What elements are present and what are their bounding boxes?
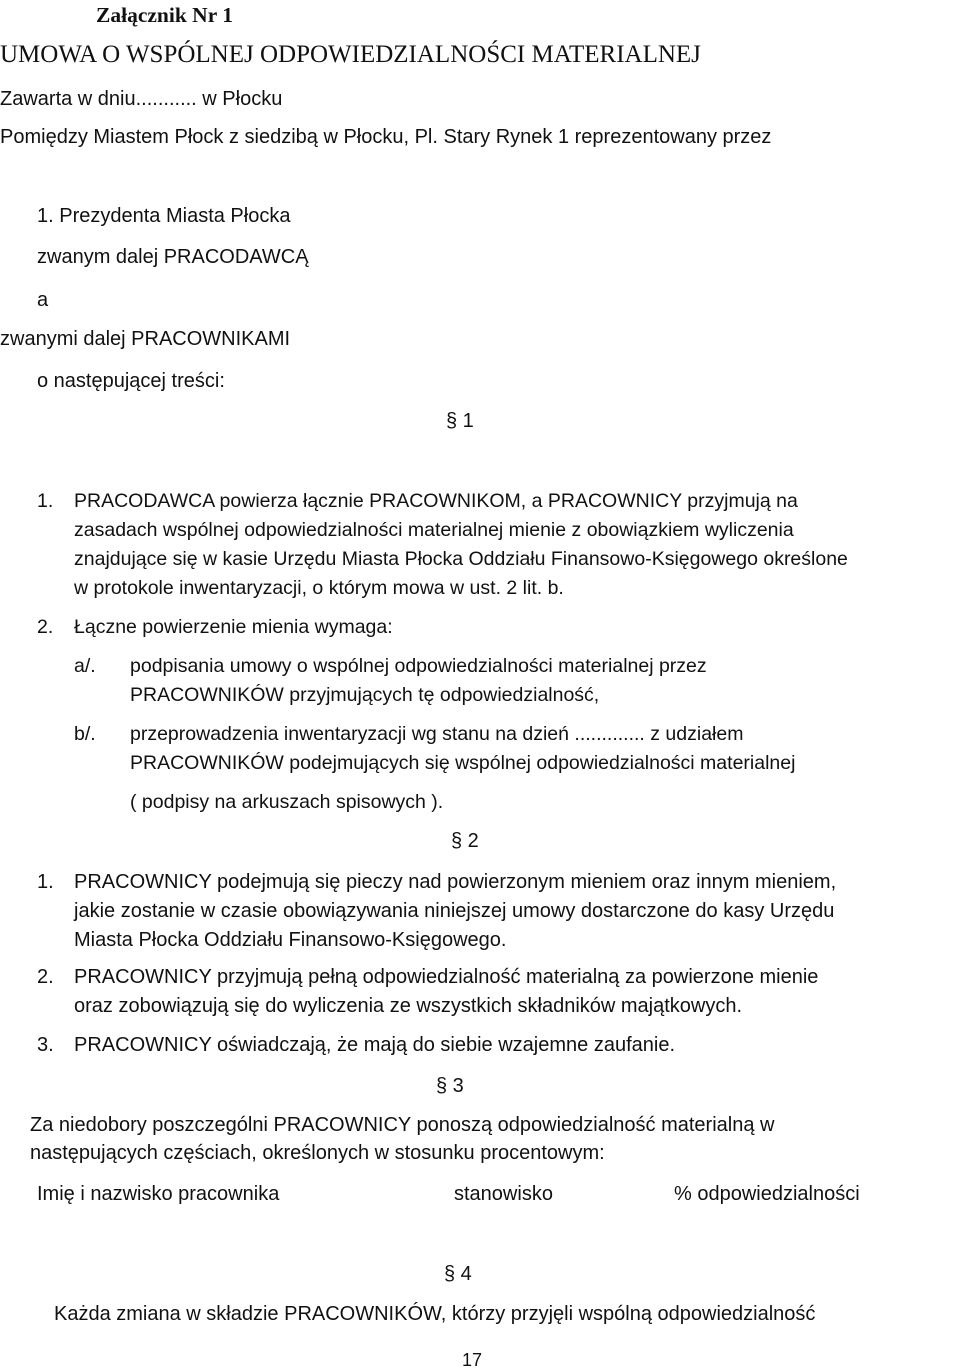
employees-called-line: zwanymi dalej PRACOWNIKAMI (0, 328, 291, 350)
page-number: 17 (462, 1350, 483, 1370)
s1-sub-b-line1: przeprowadzenia inwentaryzacji wg stanu na dzień ............. z udziałem (130, 723, 744, 745)
s2-item2-line1: PRACOWNICY przyjmują pełną odpowiedzialność materialną za powierzone mienie (74, 966, 819, 988)
s2-item1-line3: Miasta Płocka Oddziału Finansowo-Księgowego. (74, 929, 507, 951)
s3-line2: następujących częściach, określonych w stosunku procentowym: (30, 1142, 605, 1164)
employer-called-line: zwanym dalej PRACODAWCĄ (37, 246, 309, 268)
s4-line1: Każda zmiana w składzie PRACOWNIKÓW, którzy przyjęli wspólną odpowiedzialność (54, 1303, 816, 1325)
table-header-responsibility: % odpowiedzialności (674, 1183, 860, 1205)
s2-item1-line2: jakie zostanie w czasie obowiązywania niniejszej umowy dostarczone do kasy Urzędu (74, 900, 835, 922)
s2-item1-number: 1. (37, 871, 54, 893)
s1-item2-text: Łączne powierzenie mienia wymaga: (74, 616, 393, 638)
s1-item2-number: 2. (37, 616, 54, 638)
section-2-heading: § 2 (451, 830, 479, 852)
concluded-line: Zawarta w dniu........... w Płocku (0, 88, 283, 110)
s1-sub-b-line2: PRACOWNIKÓW podejmujących się wspólnej odpowiedzialności materialnej (130, 752, 796, 774)
parties-line: Pomiędzy Miastem Płock z siedzibą w Płocku, Pl. Stary Rynek 1 reprezentowany przez (0, 126, 772, 148)
table-header-name: Imię i nazwisko pracownika (37, 1183, 280, 1205)
s1-item1-line1: PRACODAWCA powierza łącznie PRACOWNIKOM, a PRACOWNICY przyjmują na (74, 490, 798, 512)
s1-sub-a-line1: podpisania umowy o wspólnej odpowiedzialności materialnej przez (130, 655, 707, 677)
section-3-heading: § 3 (436, 1075, 464, 1097)
attachment-label: Załącznik Nr 1 (96, 3, 233, 27)
s1-sub-a-line2: PRACOWNIKÓW przyjmujących tę odpowiedzialność, (130, 684, 600, 706)
s2-item2-line2: oraz zobowiązują się do wyliczenia ze wszystkich składników majątkowych. (74, 995, 743, 1017)
s1-sub-a-label: a/. (74, 655, 96, 677)
document-title: UMOWA O WSPÓLNEJ ODPOWIEDZIALNOŚCI MATERIALNEJ (0, 41, 701, 68)
s1-item1-number: 1. (37, 490, 54, 512)
content-line: o następującej treści: (37, 370, 225, 392)
table-header-position: stanowisko (454, 1183, 553, 1205)
section-1-heading: § 1 (446, 410, 474, 432)
s2-item3-text: PRACOWNICY oświadczają, że mają do siebie wzajemne zaufanie. (74, 1034, 676, 1056)
representative-line: 1. Prezydenta Miasta Płocka (37, 205, 291, 227)
and-line: a (37, 289, 49, 311)
s1-item1-line2: zasadach wspólnej odpowiedzialności materialnej mienie z obowiązkiem wyliczenia (74, 519, 794, 541)
s3-line1: Za niedobory poszczególni PRACOWNICY ponoszą odpowiedzialność materialną w (30, 1114, 775, 1136)
s2-item3-number: 3. (37, 1034, 54, 1056)
s1-item1-line3: znajdujące się w kasie Urzędu Miasta Płocka Oddziału Finansowo-Księgowego określone (74, 548, 848, 570)
s2-item2-number: 2. (37, 966, 54, 988)
section-4-heading: § 4 (444, 1263, 472, 1285)
s1-item1-line4: w protokole inwentaryzacji, o którym mowa w ust. 2 lit. b. (74, 577, 564, 599)
s1-sub-b-label: b/. (74, 723, 96, 745)
s2-item1-line1: PRACOWNICY podejmują się pieczy nad powierzonym mieniem oraz innym mieniem, (74, 871, 837, 893)
s1-sub-b-note: ( podpisy na arkuszach spisowych ). (130, 791, 444, 813)
